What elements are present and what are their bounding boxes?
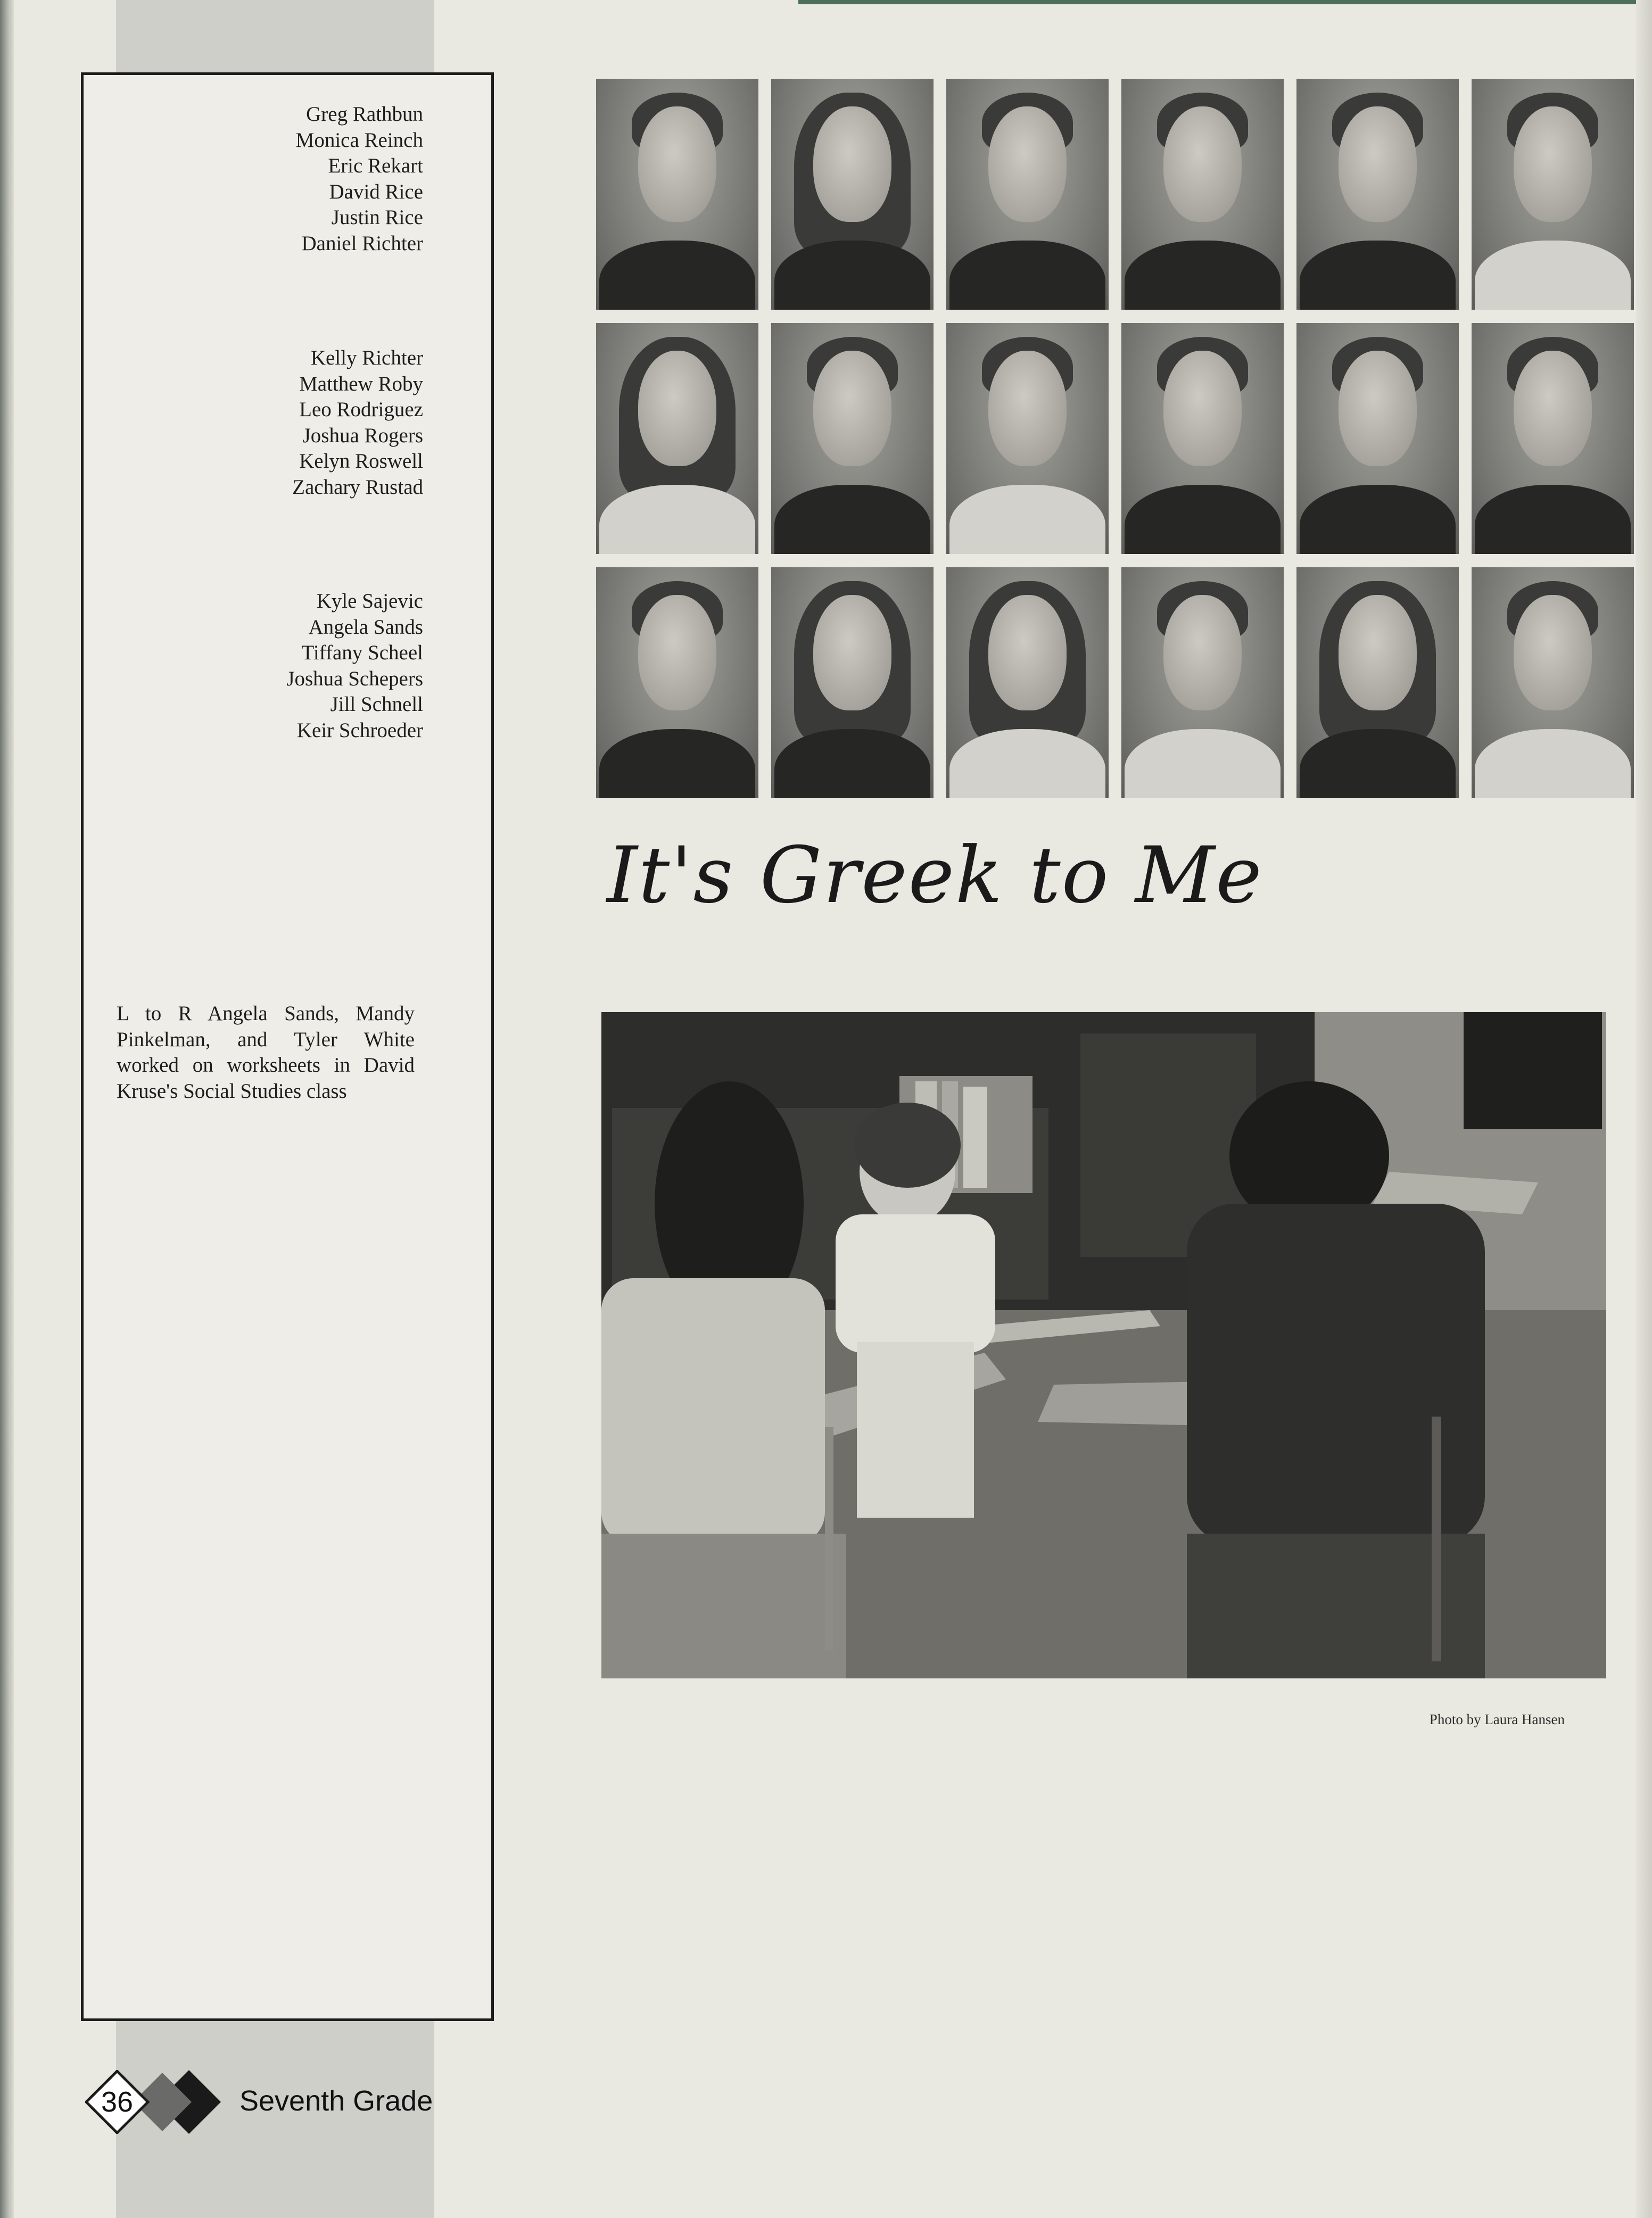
student-portrait-grid [596, 79, 1634, 798]
student-name: Leo Rodriguez [299, 398, 423, 421]
student-name: Keir Schroeder [296, 718, 423, 742]
name-group-row-1 [93, 102, 423, 256]
student-portrait [771, 567, 934, 798]
page-title: It's Greek to Me [607, 830, 1263, 921]
student-portrait [771, 323, 934, 554]
student-portrait [1121, 79, 1284, 310]
student-name: Joshua Schepers [286, 667, 423, 690]
student-portrait [1121, 567, 1284, 798]
page-right-edge [1636, 0, 1652, 2218]
student-portrait [946, 79, 1109, 310]
student-portrait [596, 567, 758, 798]
student-portrait [1472, 567, 1634, 798]
student-portrait [946, 567, 1109, 798]
photo-caption: L to R Angela Sands, Mandy Pinkelman, and Tyler White worked on worksheets in David Kruse's Social Studies class [117, 1002, 415, 1103]
section-label: Seventh Grade [239, 2085, 433, 2117]
student-portrait [1472, 79, 1634, 310]
classroom-photo [601, 1012, 1606, 1678]
student-name: Justin Rice [331, 206, 423, 229]
student-name: Kyle Sajevic [316, 590, 423, 613]
student-name: Greg Rathbun [306, 103, 423, 126]
student-name: Eric Rekart [328, 154, 423, 177]
student-portrait [946, 323, 1109, 554]
student-name: David Rice [329, 180, 423, 203]
student-name: Kelly Richter [310, 346, 423, 369]
page-binding-edge [0, 0, 14, 2218]
student-portrait [596, 323, 758, 554]
photo-credit: Photo by Laura Hansen [1429, 1711, 1565, 1727]
student-name: Daniel Richter [301, 231, 423, 255]
student-portrait [596, 79, 758, 310]
student-name: Jill Schnell [330, 693, 423, 716]
cover-edge-strip [798, 0, 1652, 4]
student-portrait [1296, 323, 1459, 554]
student-name: Monica Reinch [295, 128, 423, 152]
page-number: 36 [101, 2086, 134, 2118]
student-portrait [1296, 567, 1459, 798]
name-group-row-3 [93, 589, 423, 743]
student-name: Tiffany Scheel [301, 641, 423, 664]
student-portrait [1472, 323, 1634, 554]
student-portrait [771, 79, 934, 310]
student-name-panel [81, 72, 494, 2021]
classroom-scene [601, 1012, 1606, 1678]
student-name: Joshua Rogers [302, 424, 423, 447]
student-name: Kelyn Roswell [299, 450, 423, 473]
student-name: Matthew Roby [299, 372, 423, 395]
student-portrait [1296, 79, 1459, 310]
student-name: Zachary Rustad [292, 475, 423, 499]
student-portrait [1121, 323, 1284, 554]
name-group-row-2 [93, 345, 423, 500]
student-name: Angela Sands [308, 615, 423, 639]
